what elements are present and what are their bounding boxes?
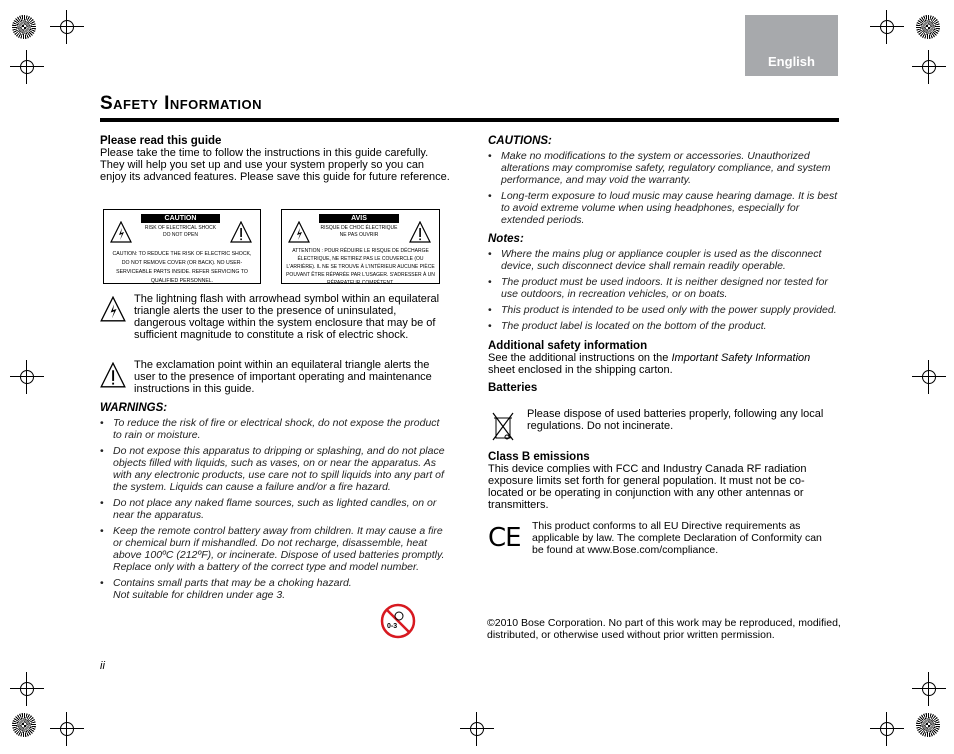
avis-label-sub2: NE PAS OUVRIR: [339, 232, 379, 238]
exclamation-triangle-icon: [100, 362, 126, 388]
note-item: • The product must be used indoors. It is neither designed nor tested for use outdoors, in recreation vehicles, or on boats.: [488, 276, 828, 300]
ce-mark-icon: CE: [488, 523, 521, 553]
caution-label-fine: CAUTION: TO REDUCE THE RISK OF ELECTRIC SHOCK, DO NOT REMOVE COVER (OR BACK). NO USER-SERVICEABLE PARTS INSIDE. REFER SERVICING TO QUALIFIED PERSONNEL.: [112, 251, 252, 284]
crossed-bin-icon: [491, 410, 515, 442]
batteries-heading: Batteries: [488, 382, 538, 394]
page-number: ii: [100, 660, 105, 672]
warning-item: • Keep the remote control battery away from children. It may cause a fire or chemical burn if mishandled. Do not recharge, disassemble, heat above 100ºC (212ºF), or incinerate. Dispose of used batteries promptly. Replace only with a battery of the correct type and model number.: [100, 525, 445, 573]
caution-label-sub2: DO NOT OPEN: [163, 232, 198, 238]
exclamation-triangle-icon: [230, 221, 252, 243]
guide-text: Please take the time to follow the instructions in this guide carefully. They will help you set up and use your system properly so you can enjoy its advanced features. Please save this guide for future reference.: [100, 147, 450, 183]
exclamation-text: The exclamation point within an equilateral triangle alerts the user to the presence of important operating and maintenance instructions in this guide.: [134, 359, 432, 395]
age-label: 0-3: [387, 623, 398, 630]
ce-text: This product conforms to all EU Directive requirements as applicable by law. The complete Declaration of Conformity can be found at www.Bose.com/compliance.: [532, 520, 822, 556]
caution-item: • Long-term exposure to loud music may cause hearing damage. It is best to avoid extreme volume when using headphones, especially for extended periods.: [488, 190, 838, 226]
lightning-triangle-icon: [110, 221, 132, 243]
crop-mark-icon: [60, 20, 74, 34]
warning-item: • Do not expose this apparatus to dripping or splashing, and do not place objects filled with liquids, such as vases, on or near the apparatus. As with any electronic products, use care not to spill liquids into any part of the system. Liquids can cause a failure and/or a fire hazard.: [100, 445, 445, 493]
classb-text: This device complies with FCC and Industry Canada RF radiation exposure limits set forth for general population. It must not be co-located or be operating in conjunction with any other antennas or transmitters.: [488, 463, 807, 511]
additional-text: See the additional instructions on the Important Safety Information sheet enclosed in the shipping carton.: [488, 352, 811, 376]
caution-label-sub1: RISK OF ELECTRICAL SHOCK: [144, 225, 217, 231]
registration-star-icon: [916, 15, 940, 39]
cautions-heading: CAUTIONS:: [488, 135, 552, 147]
avis-label-title: AVIS: [319, 214, 399, 223]
warning-item: • To reduce the risk of fire or electrical shock, do not expose the product to rain or moisture.: [100, 417, 440, 441]
language-tab: English: [745, 15, 838, 76]
lightning-text: The lightning flash with arrowhead symbol within an equilateral triangle alerts the user to the presence of uninsulated, dangerous voltage within the system enclosure that may be of sufficient magnitude to constitute a risk of electric shock.: [134, 293, 440, 341]
crop-mark-icon: [20, 682, 34, 696]
batteries-text: Please dispose of used batteries properly, following any local regulations. Do not incinerate.: [527, 408, 824, 432]
guide-heading: Please read this guide: [100, 135, 222, 147]
registration-star-icon: [12, 713, 36, 737]
crop-mark-icon: [880, 722, 894, 736]
right-column: [488, 135, 840, 394]
registration-star-icon: [12, 15, 36, 39]
warning-item: • Contains small parts that may be a choking hazard. Not suitable for children under age 3.: [100, 577, 352, 601]
crop-mark-icon: [880, 20, 894, 34]
warnings-section: [100, 402, 450, 601]
warnings-heading: WARNINGS:: [100, 402, 168, 414]
note-item: • This product is intended to be used only with the power supply provided.: [488, 304, 837, 316]
crop-mark-icon: [922, 60, 936, 74]
copyright-text: ©2010 Bose Corporation. No part of this work may be reproduced, modified, distributed, or otherwise used without prior written permission.: [487, 617, 841, 641]
avis-label-sub1: RISQUE DE CHOC ÉLECTRIQUE: [320, 225, 398, 231]
crop-mark-icon: [20, 370, 34, 384]
choking-hazard-icon: [380, 603, 416, 639]
lightning-triangle-icon: [288, 221, 310, 243]
warning-item: • Do not place any naked flame sources, such as lighted candles, on or near the apparatus.: [100, 497, 437, 521]
crop-mark-icon: [20, 60, 34, 74]
classb-section: [488, 451, 840, 511]
registration-star-icon: [916, 713, 940, 737]
caution-label-fr: [281, 209, 440, 284]
caution-label-title: CAUTION: [141, 214, 220, 223]
exclamation-triangle-icon: [409, 221, 431, 243]
additional-heading: Additional safety information: [488, 340, 648, 352]
note-item: • The product label is located on the bottom of the product.: [488, 320, 767, 332]
notes-heading: Notes:: [488, 233, 524, 245]
caution-item: • Make no modifications to the system or accessories. Unauthorized alterations may compromise safety, regulatory compliance, and system performance, and may void the warranty.: [488, 150, 831, 186]
crop-mark-icon: [922, 370, 936, 384]
classb-heading: Class B emissions: [488, 451, 590, 463]
page-title: Safety Information: [100, 93, 262, 114]
crop-mark-icon: [922, 682, 936, 696]
note-item: • Where the mains plug or appliance coupler is used as the disconnect device, such disconnect device shall remain readily operable.: [488, 248, 822, 272]
caution-label-en: [103, 209, 261, 284]
title-rule: [100, 118, 839, 122]
crop-mark-icon: [60, 722, 74, 736]
crop-mark-icon: [470, 722, 484, 736]
avis-label-fine: ATTENTION : POUR RÉDUIRE LE RISQUE DE DÉCHARGE ÉLECTRIQUE, NE RETIREZ PAS LE COUVERCLE (OU L'ARRIÈRE). IL NE SE TROUVE À L'INTÉRIEUR AUCUNE PIÈCE POUVANT ÊTRE RÉPARÉE PAR L'USAGER. S'ADRESSER À UN RÉPARATEUR COMPÉTENT.: [286, 248, 435, 286]
left-column: [100, 135, 450, 183]
lightning-triangle-icon: [100, 296, 126, 322]
